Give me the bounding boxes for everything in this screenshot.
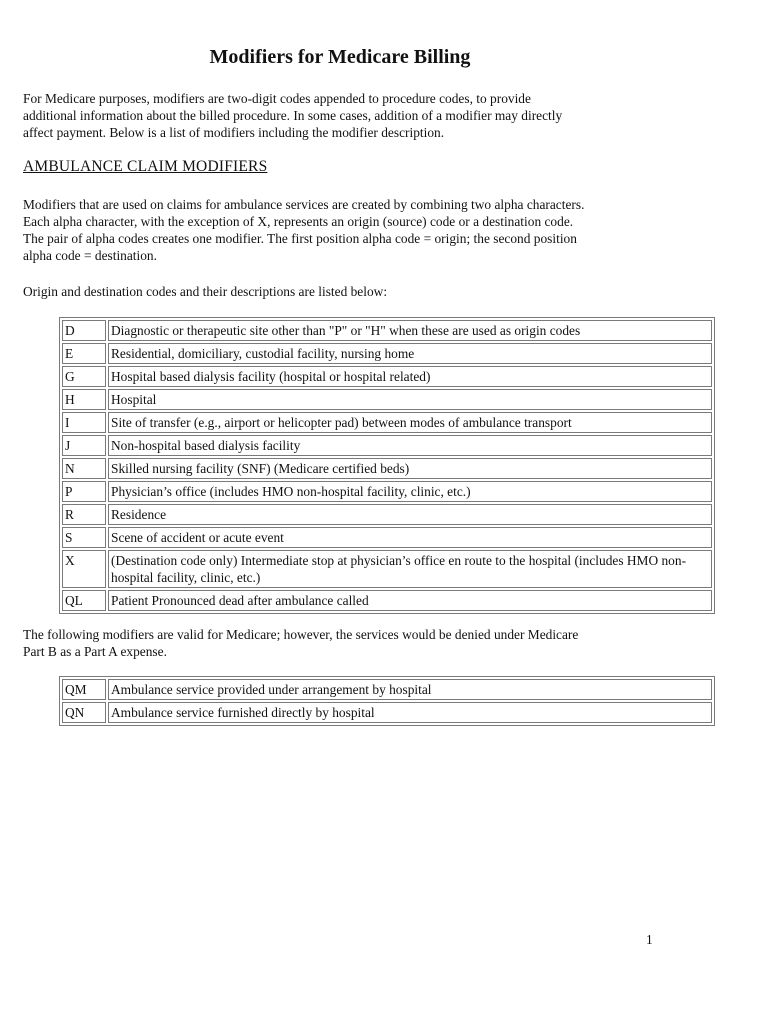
- table-row: [62, 504, 712, 525]
- origin-destination-table: [59, 317, 715, 614]
- description-cell: Ambulance service furnished directly by hospital: [108, 702, 712, 723]
- intro-line: For Medicare purposes, modifiers are two-digit codes appended to procedure codes, to provide: [23, 91, 531, 106]
- table-row: [62, 320, 712, 341]
- code-cell: D: [62, 320, 106, 341]
- table-row: [62, 366, 712, 387]
- part-a-note-line: Part B as a Part A expense.: [23, 644, 167, 659]
- code-cell: E: [62, 343, 106, 364]
- code-cell: QN: [62, 702, 106, 723]
- code-cell: R: [62, 504, 106, 525]
- page-number: 1: [646, 932, 653, 947]
- part-a-modifier-table: [59, 676, 715, 726]
- table-row: [62, 702, 712, 723]
- intro-line: additional information about the billed procedure. In some cases, addition of a modifier may directly: [23, 108, 563, 123]
- description-cell: Diagnostic or therapeutic site other than "P" or "H" when these are used as origin codes: [108, 320, 712, 341]
- description-cell: Site of transfer (e.g., airport or helicopter pad) between modes of ambulance transport: [108, 412, 712, 433]
- table-row: [62, 550, 712, 588]
- code-cell: I: [62, 412, 106, 433]
- code-cell: QL: [62, 590, 106, 611]
- part-a-note-line: The following modifiers are valid for Medicare; however, the services would be denied under Medicare: [23, 627, 579, 642]
- code-cell: X: [62, 550, 106, 588]
- ambulance-description: [23, 196, 663, 264]
- ambulance-line: Modifiers that are used on claims for ambulance services are created by combining two alpha characters.: [23, 197, 585, 212]
- table-row: [62, 590, 712, 611]
- code-cell: J: [62, 435, 106, 456]
- code-cell: G: [62, 366, 106, 387]
- description-cell: (Destination code only) Intermediate stop at physician’s office en route to the hospital (includes HMO non-hospital facility, clinic, etc.): [108, 550, 712, 588]
- description-cell: Non-hospital based dialysis facility: [108, 435, 712, 456]
- description-cell: Scene of accident or acute event: [108, 527, 712, 548]
- intro-line: affect payment. Below is a list of modifiers including the modifier description.: [23, 125, 445, 140]
- table-row: [62, 679, 712, 700]
- code-cell: P: [62, 481, 106, 502]
- description-cell: Residential, domiciliary, custodial facility, nursing home: [108, 343, 712, 364]
- table-row: [62, 343, 712, 364]
- ambulance-line: alpha code = destination.: [23, 248, 157, 263]
- page-title: Modifiers for Medicare Billing: [209, 46, 471, 68]
- table-row: [62, 481, 712, 502]
- code-cell: N: [62, 458, 106, 479]
- part-a-note: [23, 626, 663, 660]
- table-row: [62, 435, 712, 456]
- description-cell: Physician’s office (includes HMO non-hospital facility, clinic, etc.): [108, 481, 712, 502]
- table-row: [62, 389, 712, 410]
- section-heading: AMBULANCE CLAIM MODIFIERS: [23, 158, 268, 175]
- ambulance-line: The pair of alpha codes creates one modifier. The first position alpha code = origin; the second position: [23, 231, 577, 246]
- origin-intro: Origin and destination codes and their descriptions are listed below:: [23, 284, 388, 299]
- description-cell: Hospital: [108, 389, 712, 410]
- description-cell: Hospital based dialysis facility (hospital or hospital related): [108, 366, 712, 387]
- code-cell: S: [62, 527, 106, 548]
- description-cell: Skilled nursing facility (SNF) (Medicare certified beds): [108, 458, 712, 479]
- intro-paragraph: [23, 90, 663, 141]
- table-row: [62, 412, 712, 433]
- table-row: [62, 527, 712, 548]
- code-cell: QM: [62, 679, 106, 700]
- code-cell: H: [62, 389, 106, 410]
- table-row: [62, 458, 712, 479]
- description-cell: Patient Pronounced dead after ambulance called: [108, 590, 712, 611]
- ambulance-line: Each alpha character, with the exception of X, represents an origin (source) code or a destination code.: [23, 214, 574, 229]
- description-cell: Residence: [108, 504, 712, 525]
- description-cell: Ambulance service provided under arrangement by hospital: [108, 679, 712, 700]
